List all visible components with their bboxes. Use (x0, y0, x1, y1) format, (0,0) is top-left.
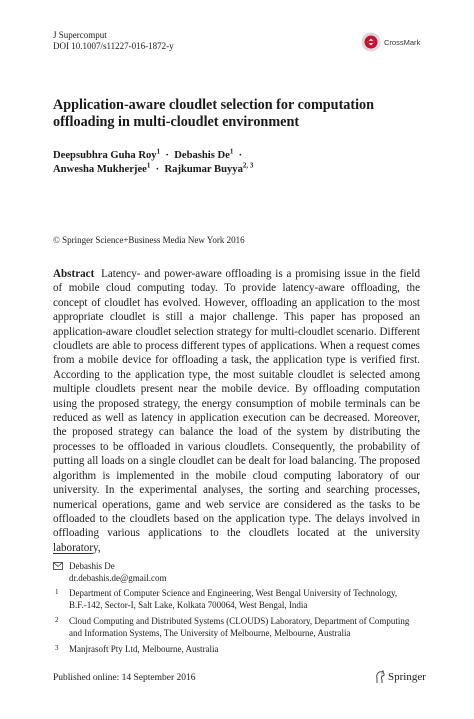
paper-title: Application-aware cloudlet selection for computation offloading in multi-cloudlet environment (53, 97, 375, 130)
author-affil-ref: 1 (229, 147, 234, 156)
envelope-icon (53, 562, 63, 570)
journal-name: J Supercomput (53, 30, 107, 40)
affiliation-number: 1 (55, 588, 59, 596)
crossmark-icon (361, 31, 381, 53)
springer-logo (374, 670, 426, 684)
affiliation-text: Department of Computer Science and Engineering, West Bengal University of Technology, B.F.-142, Sector-I, Salt Lake, Kolkata 700064, West Bengal, India (69, 588, 398, 610)
journal-header (53, 30, 174, 52)
springer-horse-icon (374, 670, 386, 684)
author-name: Deepsubhra Guha Roy (53, 150, 157, 161)
correspondence-name: Debashis De (69, 561, 115, 571)
affiliation-number: 2 (55, 616, 59, 624)
affiliation (53, 616, 423, 639)
affiliation (53, 588, 423, 611)
author-affil-ref: 1 (156, 147, 161, 156)
author-affil-ref: 2, 3 (242, 161, 254, 170)
author-name: Anwesha Mukherjee (53, 164, 147, 175)
affiliation-text: Cloud Computing and Distributed Systems (CLOUDS) Laboratory, Department of Computing and Information Systems, The University of Melbourne, Melbourne, Australia (69, 616, 410, 638)
author-affil-ref: 1 (146, 161, 151, 170)
crossmark-badge[interactable] (361, 31, 420, 53)
affiliation (53, 644, 423, 656)
footnote-divider (53, 553, 93, 554)
author-list: Deepsubhra Guha Roy$^1$ · Debashis De$^1$ · Anwesha Mukherjee$^1$ · Rajkumar Buyya$^{2, 3}$ (53, 147, 254, 175)
doi[interactable]: DOI 10.1007/s11227-016-1872-y (53, 41, 174, 51)
publisher-name: Springer (388, 671, 426, 683)
abstract-text: Latency- and power-aware offloading is a promising issue in the field of mobile cloud computing today. To provide latency-aware offloading, the concept of cloudlet has evolved. However, offloading an application to the most appropriate cloudlet is still a major challenge. This paper has proposed an application-aware cloudlet selection strategy for multi-cloudlet scenario. Different cloudlets are able to process different types of applications. When a request comes from a mobile device for offloading a task, the application type is verified first. According to the application type, the most suitable cloudlet is selected among multiple cloudlets present near the mobile device. By offloading computation using the proposed strategy, the energy consumption of mobile terminals can be reduced as well as latency in application execution can be decreased. Moreover, the proposed strategy can balance the load of the system by distributing the processes to be offloaded in various cloudlets. Consequently, the probability of putting all loads on a single cloudlet can be dealt for load balancing. The proposed algorithm is implemented in the mobile cloud computing laboratory of our university. In the experimental analyses, the sorting and searching processes, numerical operations, game and web service are considered as the tasks to be offloaded to the cloudlets based on the application type. The delays involved in offloading various applications to the cloudlets located at the university laboratory, (53, 268, 420, 554)
correspondence-email[interactable]: dr.debashis.de@gmail.com (69, 572, 167, 583)
affiliation-text: Manjrasoft Pty Ltd, Melbourne, Australia (69, 644, 219, 654)
author-name: Debashis De (174, 150, 230, 161)
copyright-notice: © Springer Science+Business Media New York 2016 (53, 235, 245, 245)
abstract-label: Abstract (53, 268, 95, 280)
abstract (53, 267, 420, 555)
crossmark-label: CrossMark (384, 37, 421, 47)
affiliation-number: 3 (55, 644, 59, 652)
published-date: Published online: 14 September 2016 (53, 673, 196, 683)
author-name: Rajkumar Buyya (164, 164, 243, 175)
